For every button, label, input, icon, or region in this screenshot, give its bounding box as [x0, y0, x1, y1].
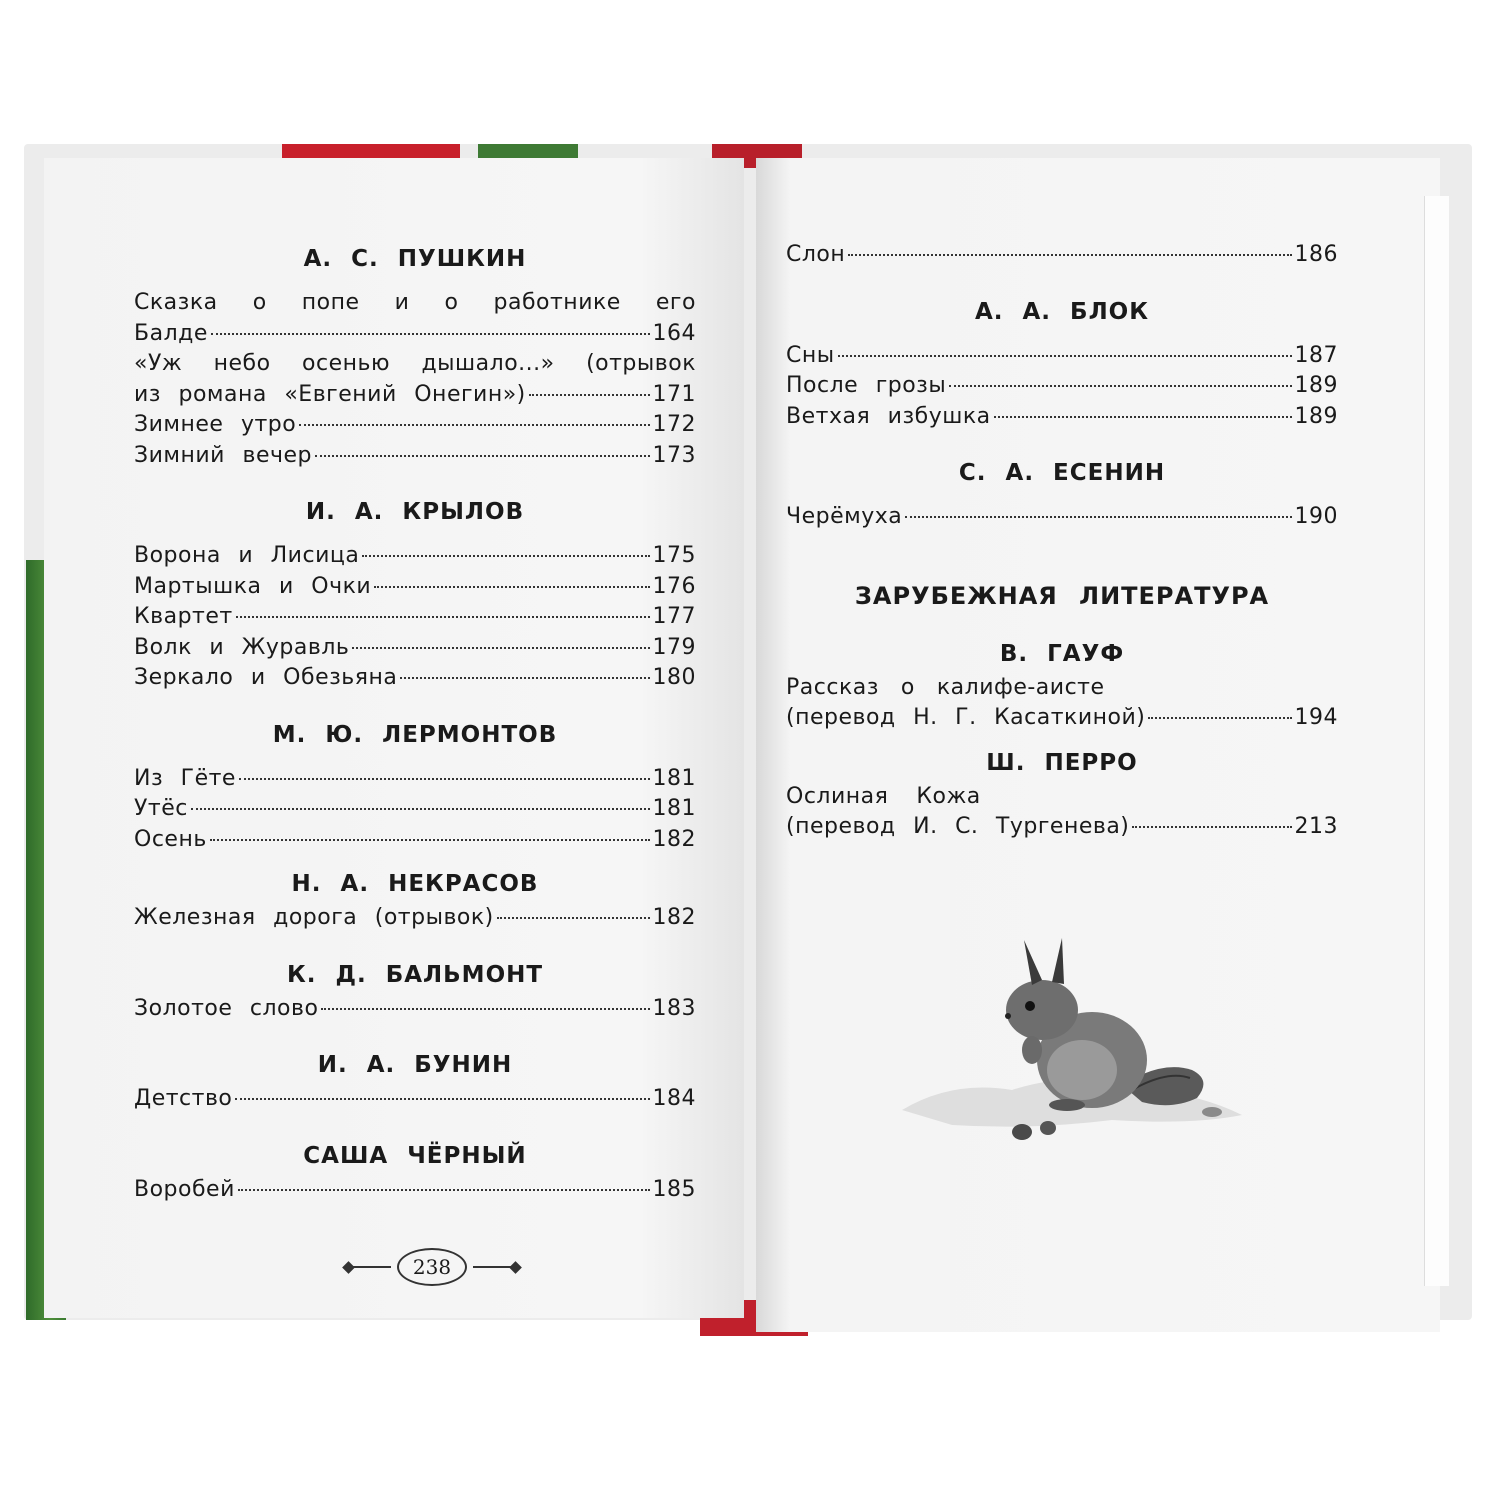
toc-entry-title: Золотое слово: [134, 995, 319, 1021]
toc-word: его: [655, 290, 696, 315]
toc-entry-page: 186: [1294, 242, 1338, 267]
toc-entry[interactable]: [134, 825, 696, 856]
toc-entry-title: Воробей: [134, 1176, 235, 1202]
toc-word: и: [394, 290, 410, 315]
toc-entry-page: 164: [652, 320, 696, 346]
toc-entry[interactable]: [134, 410, 696, 441]
toc-entry-title: Сны: [786, 342, 835, 368]
toc-entry-page: 189: [1294, 403, 1338, 429]
toc-entry-page: 184: [652, 1086, 696, 1111]
right-page-edge: [1424, 196, 1449, 1286]
author-heading: Ш. ПЕРРО: [986, 749, 1138, 776]
dot-leader: [848, 254, 1291, 256]
author-heading: И. А. КРЫЛОВ: [305, 499, 525, 525]
toc-entry[interactable]: [134, 794, 696, 825]
ornament-diamond-icon: [509, 1261, 522, 1274]
author-heading: В. ГАУФ: [999, 640, 1125, 667]
ornament-line: [353, 1266, 391, 1268]
toc-entry-title: Мартышка и Очки: [134, 573, 372, 599]
dot-leader: [949, 385, 1291, 387]
dot-leader: [299, 424, 649, 426]
toc-entry-page: 173: [652, 442, 696, 468]
left-toc-column: [134, 244, 696, 1205]
toc-entry-title: Балде: [134, 320, 208, 346]
toc-entry-page: 185: [652, 1176, 696, 1202]
author-heading: К. Д. БАЛЬМОНТ: [286, 961, 544, 988]
page-number-ornament: [344, 1248, 520, 1286]
toc-entry[interactable]: [134, 441, 696, 472]
toc-word: работнике: [493, 290, 621, 315]
toc-entry-title: Осень: [134, 826, 207, 852]
toc-entry-page: 181: [652, 796, 696, 821]
toc-word: о: [444, 290, 459, 315]
dot-leader: [529, 394, 650, 396]
toc-entry[interactable]: [134, 903, 696, 934]
toc-entry-title: Зимнее утро: [134, 412, 297, 437]
dot-leader: [352, 647, 649, 649]
toc-word: Ослиная: [786, 783, 889, 809]
dot-leader: [211, 333, 650, 335]
toc-word: о: [252, 290, 267, 315]
author-heading: М. Ю. ЛЕРМОНТОВ: [272, 721, 558, 748]
toc-word: Сказка: [134, 290, 218, 315]
toc-word: (отрывок: [586, 351, 696, 376]
toc-entry-title: Железная дорога (отрывок): [134, 905, 494, 930]
dot-leader: [315, 455, 650, 457]
toc-entry-page: 179: [652, 634, 696, 660]
toc-entry-page: 194: [1294, 705, 1338, 730]
toc-entry-title: Ветхая избушка: [786, 403, 991, 429]
dot-leader: [239, 778, 650, 780]
toc-entry-title: Зеркало и Обезьяна: [134, 665, 398, 690]
toc-entry-title: из романа «Евгений Онегин»): [134, 381, 526, 407]
toc-entry[interactable]: [134, 764, 696, 795]
toc-entry[interactable]: [786, 341, 1338, 372]
toc-entry-page: 182: [652, 826, 696, 852]
toc-entry[interactable]: [786, 240, 1338, 271]
right-toc-column: [786, 240, 1338, 843]
toc-entry[interactable]: [134, 1175, 696, 1206]
ornament-line: [473, 1266, 511, 1268]
author-heading: С. А. ЕСЕНИН: [958, 460, 1166, 486]
toc-entry-title: Детство: [134, 1086, 233, 1111]
toc-word: дышало...»: [421, 351, 555, 376]
dot-leader: [838, 355, 1292, 357]
toc-word: о: [900, 674, 915, 700]
dot-leader: [1132, 826, 1291, 828]
toc-entry-page: 175: [652, 543, 696, 568]
author-heading: А. С. ПУШКИН: [303, 246, 527, 272]
dot-leader: [210, 839, 650, 841]
dot-leader: [1148, 717, 1291, 719]
toc-entry[interactable]: [134, 663, 696, 694]
toc-word: калифе-аисте: [936, 674, 1105, 700]
toc-entry-page: 177: [652, 604, 696, 629]
toc-word: попе: [301, 290, 360, 315]
toc-entry[interactable]: [134, 319, 696, 350]
toc-entry-title: После грозы: [786, 373, 947, 398]
toc-entry-page: 171: [652, 381, 696, 407]
dot-leader: [321, 1008, 649, 1010]
page-number: 238: [397, 1248, 467, 1286]
toc-entry-page: 187: [1294, 342, 1338, 368]
dot-leader: [994, 416, 1292, 418]
author-heading: И. А. БУНИН: [317, 1052, 513, 1078]
toc-entry-page: 172: [652, 412, 696, 437]
dot-leader: [400, 677, 649, 679]
toc-entry-title: Зимний вечер: [134, 442, 312, 468]
toc-entry-title: Квартет: [134, 604, 233, 629]
toc-entry-page: 182: [652, 905, 696, 930]
toc-entry[interactable]: [134, 602, 696, 633]
toc-entry[interactable]: [134, 541, 696, 572]
toc-line: [786, 673, 1338, 704]
toc-entry[interactable]: [134, 380, 696, 411]
toc-entry[interactable]: [134, 572, 696, 603]
toc-entry-page: 189: [1294, 373, 1338, 398]
section-title: ЗАРУБЕЖНАЯ ЛИТЕРАТУРА: [854, 581, 1270, 610]
toc-word: небо: [213, 351, 271, 376]
toc-entry[interactable]: [134, 1084, 696, 1115]
toc-entry-page: 190: [1294, 504, 1338, 529]
dot-leader: [362, 555, 649, 557]
toc-entry[interactable]: [786, 402, 1338, 433]
toc-entry-title: Черёмуха: [786, 504, 903, 529]
toc-entry-page: 183: [652, 995, 696, 1021]
toc-entry-page: 213: [1294, 814, 1338, 839]
toc-entry[interactable]: [786, 812, 1338, 843]
toc-line-justified: [134, 288, 696, 319]
toc-entry-title: Волк и Журавль: [134, 634, 350, 660]
toc-word: «Уж: [134, 351, 183, 376]
toc-word: Рассказ: [786, 674, 879, 700]
dot-leader: [191, 808, 650, 810]
toc-word: Кожа: [916, 783, 981, 809]
dot-leader: [235, 1098, 649, 1100]
toc-entry-title: Из Гёте: [134, 765, 236, 791]
toc-entry[interactable]: [134, 633, 696, 664]
toc-line-justified: [134, 349, 696, 380]
author-heading: А. А. БЛОК: [974, 298, 1150, 325]
toc-entry-title: Слон: [786, 242, 846, 267]
dot-leader: [497, 917, 650, 919]
toc-entry[interactable]: [786, 703, 1338, 734]
toc-entry-page: 176: [652, 573, 696, 599]
author-heading: Н. А. НЕКРАСОВ: [291, 871, 539, 897]
toc-entry-page: 180: [652, 665, 696, 690]
dot-leader: [238, 1189, 650, 1191]
author-heading: САША ЧЁРНЫЙ: [303, 1142, 527, 1169]
dot-leader: [905, 516, 1291, 518]
dot-leader: [236, 616, 650, 618]
toc-entry-title: Утёс: [134, 796, 188, 821]
toc-word: осенью: [302, 351, 391, 376]
toc-entry[interactable]: [786, 371, 1338, 402]
toc-entry-title: Ворона и Лисица: [134, 543, 360, 568]
toc-entry[interactable]: [134, 994, 696, 1025]
dot-leader: [374, 586, 649, 588]
toc-entry-title: (перевод Н. Г. Касаткиной): [786, 705, 1146, 730]
toc-line: [786, 782, 1338, 813]
toc-entry[interactable]: [786, 502, 1338, 533]
toc-entry-title: (перевод И. С. Тургенева): [786, 814, 1130, 839]
toc-entry-page: 181: [652, 765, 696, 791]
squirrel-icon: [892, 920, 1252, 1160]
